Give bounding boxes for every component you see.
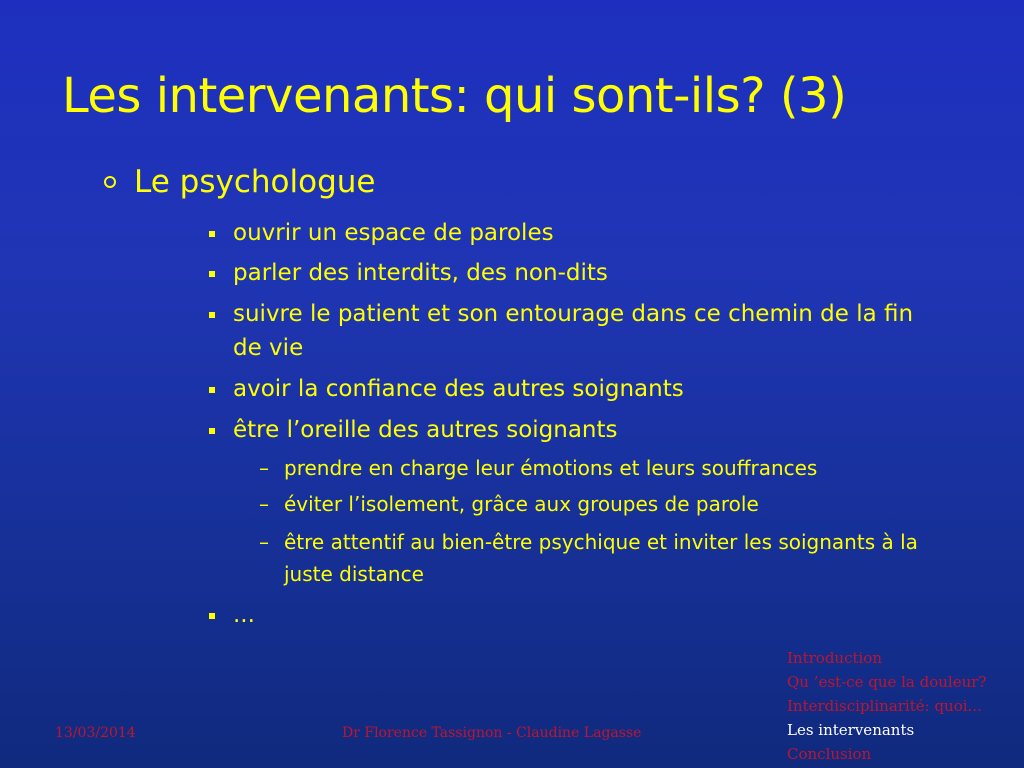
dash-bullet-icon: – (259, 492, 269, 516)
square-bullet-icon (209, 312, 215, 318)
circle-bullet-icon (104, 176, 116, 188)
level1-bullet (104, 164, 375, 200)
sub-bullet-text: être attentif au bien-être psychique et inviter les soignants à la juste distance (284, 530, 918, 586)
section-navigation (787, 646, 1024, 766)
dash-bullet-icon: – (259, 530, 269, 554)
footer-author: Dr Florence Tassignon - Claudine Lagasse (342, 725, 642, 741)
sub-bullet-text: éviter l’isolement, grâce aux groupes de parole (284, 492, 759, 516)
bullet-text: être l’oreille des autres soignants (233, 417, 618, 443)
square-bullet-icon (209, 387, 215, 393)
bullet-text: avoir la confiance des autres soignants (233, 376, 684, 402)
nav-link-conclusion[interactable]: Conclusion (787, 745, 872, 763)
dash-bullet-icon: – (259, 456, 269, 480)
nav-link-intervenants[interactable]: Les intervenants (787, 721, 915, 739)
slide-title: Les intervenants: qui sont-ils? (3) (62, 68, 847, 124)
bullet-text: parler des interdits, des non-dits (233, 260, 608, 286)
sub-bullet-text: prendre en charge leur émotions et leurs souffrances (284, 456, 818, 480)
bullet-text: ouvrir un espace de paroles (233, 220, 554, 246)
square-bullet-icon (209, 428, 215, 434)
nav-link-introduction[interactable]: Introduction (787, 649, 882, 667)
square-bullet-icon (209, 271, 215, 277)
square-bullet-icon (209, 231, 215, 237)
bullet-text: suivre le patient et son entourage dans ce chemin de la fin de vie (233, 301, 914, 361)
heading-text: Le psychologue (134, 164, 376, 200)
nav-link-interdisciplinarite[interactable]: Interdisciplinarité: quoi... (787, 697, 982, 715)
square-bullet-icon (209, 613, 215, 619)
footer-date: 13/03/2014 (55, 725, 136, 741)
nav-link-douleur[interactable]: Qu ’est-ce que la douleur? (787, 673, 987, 691)
bullet-text: ... (233, 602, 255, 628)
